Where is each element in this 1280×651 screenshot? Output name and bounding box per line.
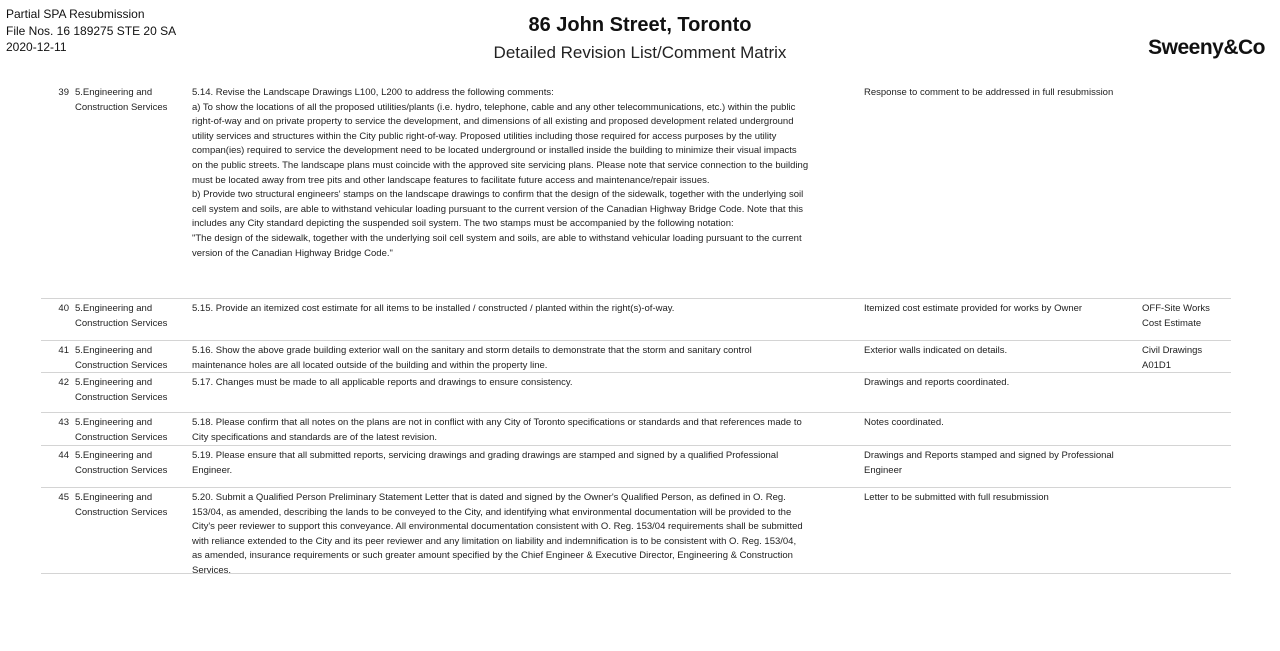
- item-number-text: 44: [58, 450, 69, 461]
- page-subtitle: Detailed Revision List/Comment Matrix: [493, 43, 787, 62]
- item-number: [41, 447, 71, 464]
- reference-text: [1142, 447, 1231, 449]
- comment-text: [192, 342, 864, 373]
- matrix-row: [41, 413, 1231, 446]
- department-line: Construction Services: [75, 464, 168, 476]
- reference-text: [1142, 342, 1231, 373]
- item-number: [41, 489, 71, 506]
- comment-text: [192, 414, 864, 445]
- department-line: 5.Engineering and: [75, 450, 153, 461]
- comment-matrix: [41, 84, 1231, 574]
- comment-line: City's peer reviewer to support this conveyance. All environmental documentation consistent with O. Reg. 153/04 requirements shall be submitted: [192, 521, 803, 533]
- item-number: [41, 342, 71, 359]
- response-line: Itemized cost estimate provided for works by Owner: [864, 303, 1083, 314]
- department-line: Construction Services: [75, 359, 168, 371]
- item-number: [41, 374, 71, 391]
- department: [71, 447, 192, 478]
- department-line: Construction Services: [75, 431, 168, 443]
- comment-line: must be located away from tree pits and other landscape features to facilitate future access and maintenance/repair issues.: [192, 174, 710, 186]
- department: [71, 84, 192, 115]
- document-date: 2020-12-11: [6, 40, 67, 54]
- response-text: [864, 84, 1142, 101]
- department-line: Construction Services: [75, 317, 168, 329]
- item-number: [41, 414, 71, 431]
- matrix-row: [41, 373, 1231, 413]
- department: [71, 342, 192, 373]
- comment-line: 5.18. Please confirm that all notes on the plans are not in conflict with any City of Toronto specifications or standards and that references made to: [192, 417, 802, 428]
- comment-line: utility services and structures within the City public right-of-way. Proposed utilities including those required for access purposes by the utility: [192, 130, 777, 142]
- response-text: [864, 374, 1142, 391]
- reference-line: A01D1: [1142, 359, 1172, 371]
- department: [71, 489, 192, 520]
- department-line: 5.Engineering and: [75, 377, 153, 388]
- response-line: Letter to be submitted with full resubmission: [864, 492, 1049, 503]
- comment-line: a) To show the locations of all the proposed utilities/plants (i.e. hydro, telephone, cable and any other telecommunications, etc.) within the public: [192, 101, 796, 113]
- department-line: Construction Services: [75, 506, 168, 518]
- response-text: [864, 447, 1142, 478]
- comment-line: compan(ies) required to service the development need to be located underground or installed inside the building to minimize their visual impacts: [192, 145, 797, 157]
- comment-text: [192, 374, 864, 391]
- department: [71, 300, 192, 331]
- reference-text: [1142, 414, 1231, 416]
- title-block: [0, 12, 1280, 66]
- comment-line: 5.19. Please ensure that all submitted reports, servicing drawings and grading drawings are stamped and signed by a qualified Professional: [192, 450, 779, 461]
- comment-line: b) Provide two structural engineers' stamps on the landscape drawings to confirm that the design of the sidewalk, together with the underlying soil: [192, 189, 804, 201]
- comment-line: with reliance extended to the City and its peer reviewer and any limitation on liability and indemnification is to be consistent with O. Reg. 153/04,: [192, 535, 797, 547]
- comment-line: as amended, insurance requirements or such greater amount specified by the Chief Engineer & Executive Director, Engineering & Construction: [192, 550, 793, 562]
- item-number-text: 43: [58, 417, 69, 428]
- item-number-text: 41: [58, 345, 69, 356]
- item-number: [41, 300, 71, 317]
- comment-line: maintenance holes are all located outside of the building and within the property line.: [192, 359, 548, 371]
- comment-text: [192, 447, 864, 478]
- comment-line: right-of-way and on private property to service the development, and dimensions of all existing and proposed development related underground: [192, 116, 794, 128]
- comment-line: 5.20. Submit a Qualified Person Preliminary Statement Letter that is dated and signed by the Owner's Qualified Person, as defined in O. Reg.: [192, 492, 786, 503]
- response-text: [864, 342, 1142, 359]
- comment-line: 5.14. Revise the Landscape Drawings L100, L200 to address the following comments:: [192, 87, 554, 98]
- comment-line: 5.17. Changes must be made to all applicable reports and drawings to ensure consistency.: [192, 377, 573, 388]
- comment-text: [192, 300, 864, 317]
- matrix-row: [41, 488, 1231, 574]
- comment-line: includes any City standard depicting the suspended soil system. The two stamps must be accompanied by the following notation:: [192, 218, 734, 230]
- comment-text: [192, 84, 864, 261]
- item-number-text: 40: [58, 303, 69, 314]
- comment-text: [192, 489, 864, 579]
- department: [71, 374, 192, 405]
- response-line: Engineer: [864, 464, 903, 476]
- reference-line: Cost Estimate: [1142, 317, 1202, 329]
- response-text: [864, 414, 1142, 431]
- response-line: Notes coordinated.: [864, 417, 944, 428]
- comment-line: City specifications and standards are of the latest revision.: [192, 431, 438, 443]
- comment-line: 153/04, as amended, describing the lands to be conveyed to the City, and identifying what environmental documentation will be provided to the: [192, 506, 792, 518]
- matrix-row: [41, 341, 1231, 373]
- department-line: Construction Services: [75, 101, 168, 113]
- reference-text: [1142, 489, 1231, 491]
- submission-type: Partial SPA Resubmission: [6, 7, 145, 21]
- department-line: 5.Engineering and: [75, 87, 153, 98]
- matrix-row: [41, 299, 1231, 341]
- reference-text: [1142, 84, 1231, 86]
- department-line: 5.Engineering and: [75, 303, 153, 314]
- response-line: Drawings and Reports stamped and signed by Professional: [864, 450, 1114, 461]
- comment-line: 5.16. Show the above grade building exterior wall on the sanitary and storm details to demonstrate that the storm and sanitary control: [192, 345, 752, 356]
- response-line: Drawings and reports coordinated.: [864, 377, 1010, 388]
- item-number-text: 42: [58, 377, 69, 388]
- item-number-text: 39: [58, 87, 69, 98]
- comment-line: cell system and soils, are able to withstand vehicular loading pursuant to the current version of the Canadian Highway Bridge Code. Note that this: [192, 203, 803, 215]
- comment-line: Services.: [192, 564, 232, 576]
- department-line: 5.Engineering and: [75, 345, 153, 356]
- matrix-row: [41, 446, 1231, 488]
- response-text: [864, 300, 1142, 317]
- reference-text: [1142, 374, 1231, 376]
- comment-line: on the public streets. The landscape plans must coincide with the approved site servicing plans. Please note that service connection to the building: [192, 159, 809, 171]
- item-number: [41, 84, 71, 101]
- file-numbers: File Nos. 16 189275 STE 20 SA: [6, 23, 177, 38]
- comment-line: version of the Canadian Highway Bridge Code.": [192, 247, 393, 259]
- reference-text: [1142, 300, 1231, 331]
- response-line: Exterior walls indicated on details.: [864, 345, 1008, 356]
- comment-line: 5.15. Provide an itemized cost estimate for all items to be installed / constructed / planted within the right(s)-of-way.: [192, 303, 675, 314]
- department: [71, 414, 192, 445]
- response-line: Response to comment to be addressed in full resubmission: [864, 87, 1114, 98]
- department-line: 5.Engineering and: [75, 492, 153, 503]
- department-line: 5.Engineering and: [75, 417, 153, 428]
- company-logo: Sweeny&Co: [1148, 36, 1265, 59]
- reference-line: Civil Drawings: [1142, 345, 1203, 356]
- matrix-row: [41, 84, 1231, 299]
- response-text: [864, 489, 1142, 506]
- page-title: 86 John Street, Toronto: [528, 14, 752, 36]
- reference-line: OFF-Site Works: [1142, 303, 1210, 314]
- comment-line: Engineer.: [192, 464, 233, 476]
- item-number-text: 45: [58, 492, 69, 503]
- department-line: Construction Services: [75, 391, 168, 403]
- comment-line: "The design of the sidewalk, together with the underlying soil cell system and soils, are able to withstand vehicular loading pursuant to the current: [192, 232, 802, 244]
